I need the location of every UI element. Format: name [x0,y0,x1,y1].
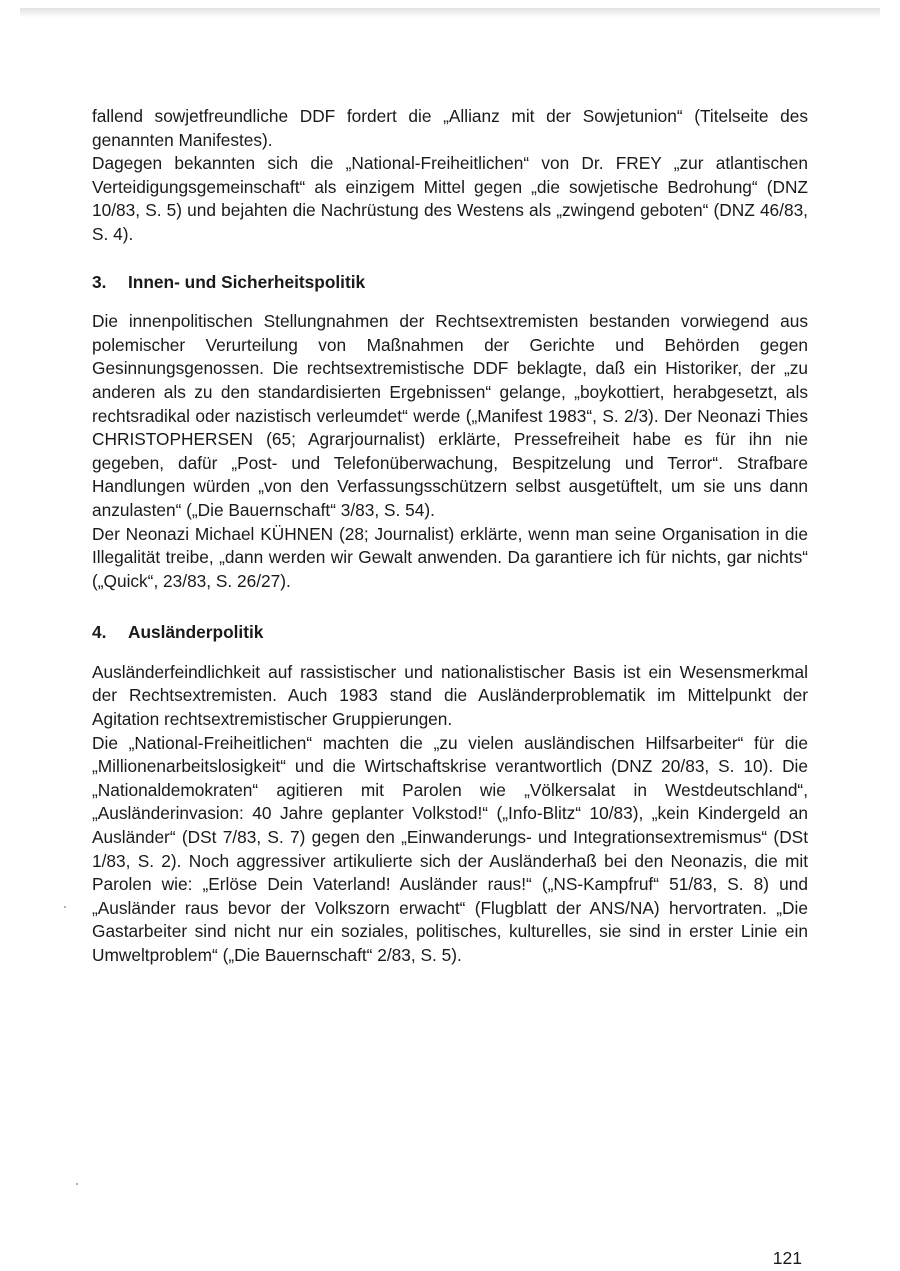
section-3-number: 3. [92,271,107,292]
intro-paragraph-2: Dagegen bekannten sich die „National-Freiheitlichen“ von Dr. FREY „zur atlantischen Verteidigungsgemeinschaft“ als einzigem Mittel gegen „die sowjetische Bedrohung“ (DNZ 10/83, S. 5) und bejahten die Nachrüstung des Westens als „zwingend geboten“ (DNZ 46/83, S. 4). [92,153,808,244]
section-3 [92,271,808,594]
intro-paragraph-1: fallend sowjetfreundliche DDF fordert die „Allianz mit der Sowjetunion“ (Titelseite des genannten Manifestes). [92,106,808,150]
section-4-paragraph-1: Ausländerfeindlichkeit auf rassistischer und nationalistischer Basis ist ein Wesensmerkmal der Rechtsextremisten. Auch 1983 stand die Ausländerproblematik im Mittelpunkt der Agitation rechtsextremistischer Gruppierungen. [92,661,808,730]
document-page [92,105,808,968]
section-4-number: 4. [92,622,107,643]
scan-top-edge [20,8,880,18]
scan-speck [76,1183,78,1185]
section-3-paragraph-2: Der Neonazi Michael KÜHNEN (28; Journalist) erklärte, wenn man seine Organisation in die Illegalität treibe, „dann werden wir Gewalt anwenden. Da garantiere ich für nichts, gar nichts“ („Quick“, 23/83, S. 26/27). [92,523,808,591]
section-4-heading [92,621,808,645]
section-4-paragraph-2: Die „National-Freiheitlichen“ machten die „zu vielen ausländischen Hilfsarbeiter“ für die „Millionenarbeitslosigkeit“ und die Wirtschaftskrise verantwortlich (DNZ 20/83, S. 10). Die „Nationaldemokraten“ agitieren mit Parolen wie „Völkersalat in Westdeutschland“, „Ausländerinvasion: 40 Jahre geplanter Volkstod!“ („Info-Blitz“ 10/83), „kein Kindergeld an Ausländer“ (DSt 7/83, S. 7) gegen den „Einwanderungs- und Integrationsextremismus“ (DSt 1/83, S. 2). Noch aggressiver artikulierte sich der Ausländerhaß bei den Neonazis, die mit Parolen wie: „Erlöse Dein Vaterland! Ausländer raus!“ („NS-Kampfruf“ 51/83, S. 8) und „Ausländer raus bevor der Volkszorn erwacht“ (Flugblatt der ANS/NA) hervortraten. „Die Gastarbeiter sind nicht nur ein soziales, politisches, kulturelles, sie sind in erster Linie ein Umweltproblem“ („Die Bauernschaft“ 2/83, S. 5). [92,732,808,965]
section-3-title: Innen- und Sicherheitspolitik [128,271,366,292]
section-3-paragraph-1: Die innenpolitischen Stellungnahmen der Rechtsextremisten bestanden vorwiegend aus polemischer Verurteilung von Maßnahmen der Gerichte und Behörden gegen Gesinnungsgenossen. Die rechtsextremistische DDF beklagte, daß ein Historiker, der „zu anderen als zu den standardisierten Ergebnissen“ gelange, „boykottiert, herabgesetzt, als rechtsradikal oder nazistisch verleumdet“ werde („Manifest 1983“, S. 2/3). Der Neonazi Thies CHRISTOPHERSEN (65; Agrarjournalist) erklärte, Pressefreiheit habe es für ihn nie gegeben, dafür „Post- und Telefonüberwachung, Bespitzelung und Terror“. Strafbare Handlungen würden „von den Verfassungsschützern selbst ausgetüftelt, um sie uns dann anzulasten“ („Die Bauernschaft“ 3/83, S. 54). [92,311,808,520]
section-4-title: Ausländerpolitik [128,622,264,643]
section-4 [92,621,808,967]
page-number: 121 [772,1248,802,1268]
intro-section [92,105,808,247]
section-3-heading [92,271,808,295]
scan-speck [64,906,66,908]
